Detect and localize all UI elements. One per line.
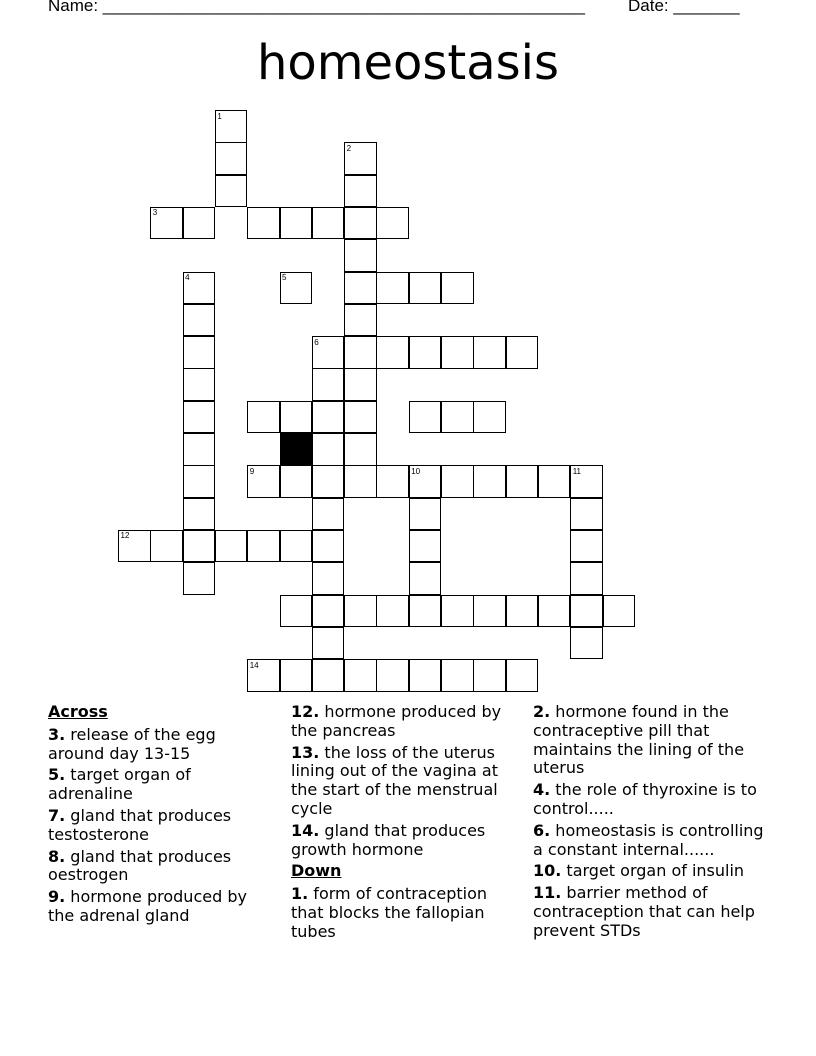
- grid-cell[interactable]: [280, 530, 313, 563]
- grid-cell[interactable]: [409, 465, 442, 498]
- grid-cell[interactable]: [570, 530, 603, 563]
- grid-cell[interactable]: [183, 207, 216, 240]
- clue-text: gland that produces oestrogen: [48, 846, 232, 885]
- grid-cell[interactable]: [376, 272, 409, 305]
- grid-cell[interactable]: [473, 401, 506, 434]
- grid-cell[interactable]: [376, 659, 409, 692]
- clue-number-label: 11: [572, 466, 581, 476]
- grid-cell[interactable]: [344, 272, 377, 305]
- clue-across-9: [48, 888, 273, 926]
- grid-cell[interactable]: [441, 659, 474, 692]
- grid-cell[interactable]: [312, 336, 345, 369]
- clue-text: hormone produced by the adrenal gland: [48, 887, 247, 925]
- grid-cell[interactable]: [409, 595, 442, 628]
- grid-cell[interactable]: [150, 530, 183, 563]
- clue-down-10: [533, 862, 773, 881]
- grid-cell[interactable]: [183, 465, 216, 498]
- grid-cell[interactable]: [312, 530, 345, 563]
- clue-number: 3.: [48, 724, 66, 744]
- clue-number: 2.: [533, 702, 551, 721]
- grid-cell[interactable]: [441, 272, 474, 305]
- grid-cell[interactable]: [376, 595, 409, 628]
- clue-number: 10.: [533, 861, 562, 881]
- grid-cell[interactable]: [344, 401, 377, 434]
- grid-cell[interactable]: [570, 627, 603, 660]
- clue-number-label: 3: [152, 208, 158, 218]
- clue-text: the loss of the uterus lining out of the vagina at the start of the menstrual cycle: [291, 742, 498, 818]
- clue-down-1: [291, 885, 516, 941]
- grid-cell[interactable]: [215, 110, 248, 143]
- grid-cell[interactable]: [344, 207, 377, 240]
- clue-across-8: [48, 848, 273, 886]
- grid-cell[interactable]: [280, 595, 313, 628]
- grid-cell[interactable]: [506, 659, 539, 692]
- clue-text: gland that produces testosterone: [48, 805, 232, 844]
- clue-down-4: [533, 781, 773, 819]
- grid-cell[interactable]: [183, 562, 216, 595]
- grid-cell[interactable]: [506, 595, 539, 628]
- clue-across-5: [48, 766, 273, 804]
- clue-number-label: 1: [217, 111, 222, 121]
- clue-number: 7.: [48, 805, 66, 825]
- grid-cell[interactable]: [280, 207, 313, 240]
- grid-cell[interactable]: [409, 498, 442, 531]
- grid-cell[interactable]: [441, 336, 474, 369]
- grid-cell[interactable]: [603, 595, 636, 628]
- clue-number-label: 9: [249, 466, 255, 476]
- clue-text: the role of thyroxine is to control.....: [533, 780, 757, 818]
- clue-number: 4.: [533, 780, 551, 800]
- grid-cell[interactable]: [409, 530, 442, 563]
- grid-cell[interactable]: [409, 401, 442, 434]
- clue-number: 9.: [48, 887, 66, 907]
- clue-text: form of contraception that blocks the fallopian tubes: [291, 884, 488, 941]
- grid-cell[interactable]: [570, 595, 603, 628]
- grid-cell[interactable]: [473, 465, 506, 498]
- grid-cell[interactable]: [441, 401, 474, 434]
- grid-cell[interactable]: [538, 465, 571, 498]
- grid-cell[interactable]: [344, 659, 377, 692]
- clue-column-2: [291, 703, 516, 945]
- grid-cell[interactable]: [376, 336, 409, 369]
- grid-cell[interactable]: [344, 304, 377, 337]
- grid-cell[interactable]: [150, 207, 183, 240]
- across-heading: Across: [48, 702, 108, 721]
- clue-number: 1.: [291, 884, 309, 904]
- grid-cell[interactable]: [215, 530, 248, 563]
- clue-text: homeostasis is controlling a constant internal......: [533, 820, 764, 859]
- grid-cell[interactable]: [183, 433, 216, 466]
- grid-cell[interactable]: [247, 530, 280, 563]
- clue-across-3: [48, 726, 273, 764]
- puzzle-title: homeostasis: [256, 35, 560, 91]
- grid-cell[interactable]: [183, 272, 216, 305]
- grid-cell[interactable]: [344, 239, 377, 272]
- grid-cell[interactable]: [570, 562, 603, 595]
- grid-cell[interactable]: [247, 207, 280, 240]
- grid-cell[interactable]: [183, 304, 216, 337]
- clue-number-label: 5: [282, 273, 287, 282]
- grid-cell[interactable]: [312, 433, 345, 466]
- clue-number-label: 6: [314, 337, 319, 347]
- clue-down-2: [533, 703, 773, 778]
- grid-cell[interactable]: [312, 659, 345, 692]
- grid-cell[interactable]: [344, 465, 377, 498]
- clue-number-label: 2: [346, 143, 352, 153]
- grid-cell[interactable]: [506, 465, 539, 498]
- grid-cell[interactable]: [312, 207, 345, 240]
- grid-cell[interactable]: [183, 336, 216, 369]
- name-field[interactable]: Name: ___________________________________________________: [48, 0, 585, 15]
- clue-across-7: [48, 807, 273, 845]
- grid-cell[interactable]: [183, 401, 216, 434]
- grid-cell[interactable]: [312, 595, 345, 628]
- grid-cell[interactable]: [409, 272, 442, 305]
- grid-cell[interactable]: [215, 142, 248, 175]
- grid-cell[interactable]: [118, 530, 151, 563]
- grid-cell[interactable]: [183, 368, 216, 401]
- clue-number: 5.: [48, 765, 66, 785]
- clue-text: hormone found in the contraceptive pill that maintains the lining of the uterus: [533, 702, 745, 778]
- clue-down-11: [533, 884, 773, 940]
- clue-across-13: [291, 744, 516, 819]
- grid-cell[interactable]: [280, 659, 313, 692]
- grid-cell[interactable]: [247, 659, 280, 692]
- grid-cell[interactable]: [409, 336, 442, 369]
- grid-cell[interactable]: [247, 401, 280, 434]
- grid-cell[interactable]: [280, 401, 313, 434]
- black-square: [280, 433, 313, 466]
- clue-text: target organ of insulin: [561, 861, 745, 881]
- grid-cell[interactable]: [570, 498, 603, 531]
- clue-across-12: [291, 703, 516, 741]
- grid-cell[interactable]: [183, 530, 216, 563]
- grid-cell[interactable]: [344, 595, 377, 628]
- clue-text: hormone produced by the pancreas: [291, 702, 502, 740]
- date-field[interactable]: Date: _______: [628, 0, 740, 15]
- grid-cell[interactable]: [506, 336, 539, 369]
- clue-number-label: 12: [120, 531, 130, 541]
- grid-cell[interactable]: [344, 142, 377, 175]
- grid-cell[interactable]: [473, 595, 506, 628]
- grid-cell[interactable]: [473, 336, 506, 369]
- grid-cell[interactable]: [312, 562, 345, 595]
- grid-cell[interactable]: [312, 368, 345, 401]
- grid-cell[interactable]: [312, 627, 345, 660]
- clue-number-label: 4: [185, 273, 190, 282]
- grid-cell[interactable]: [312, 465, 345, 498]
- clue-text: release of the egg around day 13-15: [48, 724, 216, 763]
- grid-cell[interactable]: [441, 465, 474, 498]
- grid-cell[interactable]: [441, 595, 474, 628]
- grid-cell[interactable]: [538, 595, 571, 628]
- clue-number: 12.: [291, 702, 320, 721]
- grid-cell[interactable]: [570, 465, 603, 498]
- clue-number-label: 14: [249, 660, 259, 670]
- grid-cell[interactable]: [409, 562, 442, 595]
- grid-cell[interactable]: [473, 659, 506, 692]
- clue-across-14: [291, 822, 516, 860]
- clue-number: 8.: [48, 846, 66, 866]
- clue-number-label: 10: [411, 466, 421, 476]
- grid-cell[interactable]: [344, 175, 377, 208]
- grid-cell[interactable]: [344, 336, 377, 369]
- grid-cell[interactable]: [247, 465, 280, 498]
- down-heading: Down: [291, 861, 342, 881]
- clue-number: 14.: [291, 820, 320, 840]
- clue-number: 11.: [533, 883, 562, 903]
- grid-cell[interactable]: [376, 465, 409, 498]
- clue-column-1: [48, 703, 273, 929]
- grid-cell[interactable]: [344, 368, 377, 401]
- clue-text: barrier method of contraception that can help prevent STDs: [533, 883, 755, 940]
- grid-cell[interactable]: [312, 401, 345, 434]
- clue-text: gland that produces growth hormone: [291, 820, 486, 859]
- grid-cell[interactable]: [183, 498, 216, 531]
- clue-down-6: [533, 822, 773, 860]
- grid-cell[interactable]: [376, 207, 409, 240]
- grid-cell[interactable]: [280, 272, 313, 305]
- clue-number: 6.: [533, 820, 551, 840]
- clue-column-3: [533, 703, 773, 944]
- grid-cell[interactable]: [409, 659, 442, 692]
- grid-cell[interactable]: [280, 465, 313, 498]
- clue-text: target organ of adrenaline: [48, 765, 191, 804]
- grid-cell[interactable]: [312, 498, 345, 531]
- grid-cell[interactable]: [215, 175, 248, 208]
- grid-cell[interactable]: [344, 433, 377, 466]
- clue-number: 13.: [291, 742, 320, 762]
